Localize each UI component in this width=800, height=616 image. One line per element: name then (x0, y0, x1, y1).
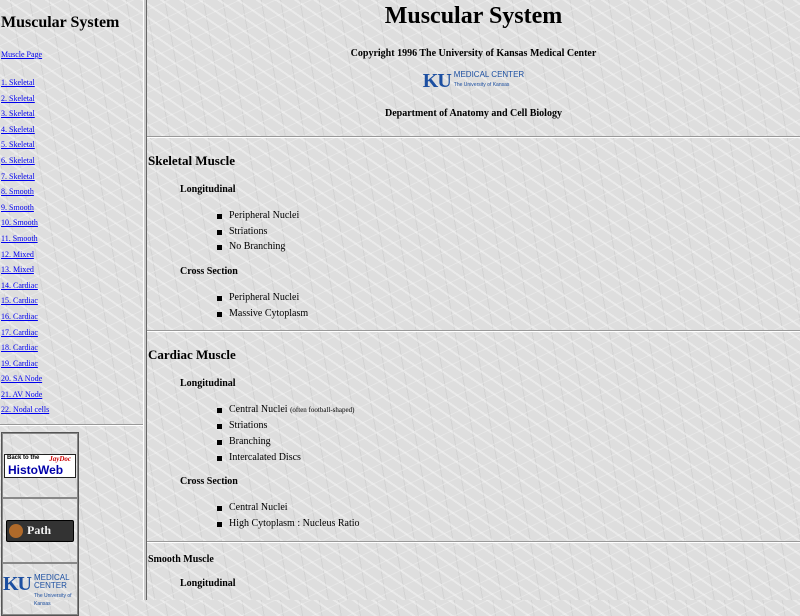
list-item: Branching (229, 434, 800, 450)
histoweb-button-label: HistoWeb (8, 462, 64, 477)
list-item (0, 215, 143, 231)
content-frame (147, 0, 800, 600)
nav-button-cell (2, 433, 78, 498)
cardiac-longitudinal-list (229, 402, 800, 465)
cardiac-cross-list (229, 500, 800, 531)
skeletal-longitudinal-heading: Longitudinal (180, 184, 236, 195)
nav-button-cell (2, 498, 78, 563)
skeletal-longitudinal-list (229, 208, 800, 255)
list-item (0, 278, 143, 294)
list-item (0, 91, 143, 107)
list-item: Striations (229, 224, 800, 240)
ku-logo-small-text: The University of Kansas (453, 82, 510, 88)
slide-link[interactable]: 1. Skeletal (1, 78, 35, 87)
list-item (0, 309, 143, 325)
list-item (0, 293, 143, 309)
path-circle-icon (9, 524, 23, 538)
list-item (0, 106, 143, 122)
slide-link-list (0, 75, 143, 418)
list-item (0, 371, 143, 387)
skeletal-section-title: Skeletal Muscle (148, 153, 236, 168)
skeletal-cross-heading: Cross Section (180, 266, 238, 278)
list-item: No Branching (229, 239, 800, 255)
ku-logo-mark: KU (3, 573, 31, 596)
ku-logo-small-text: The University of Kansas (34, 593, 72, 608)
path-button[interactable] (6, 520, 74, 542)
ku-medical-center-button[interactable] (3, 574, 77, 608)
left-nav-frame (0, 0, 143, 608)
slide-link[interactable]: 18. Cardiac (1, 343, 38, 353)
list-item-text: Central Nuclei (229, 404, 288, 416)
skeletal-cross-list (229, 290, 800, 321)
list-item (0, 137, 143, 153)
slide-link[interactable]: 6. Skeletal (1, 155, 35, 165)
cardiac-section-title: Cardiac Muscle (148, 347, 236, 363)
ku-logo (423, 71, 524, 91)
path-button-label: Path (27, 523, 51, 538)
histoweb-button-top-text: Back to the (7, 454, 40, 461)
list-item (0, 340, 143, 356)
slide-link[interactable]: 4. Skeletal (1, 124, 35, 134)
slide-link[interactable]: 15. Cardiac (1, 296, 38, 306)
slide-link[interactable]: 3. Skeletal (1, 109, 35, 119)
page-title: Muscular System (384, 3, 563, 29)
cardiac-longitudinal-heading: Longitudinal (180, 378, 236, 390)
list-item (0, 402, 143, 418)
ku-logo-banner (147, 71, 800, 91)
slide-link[interactable]: 9. Smooth (1, 202, 34, 212)
list-item: Peripheral Nuclei (229, 208, 800, 224)
slide-link[interactable]: 14. Cardiac (1, 280, 38, 290)
section-divider (147, 136, 800, 138)
list-item (0, 356, 143, 372)
slide-link[interactable]: 22. Nodal cells (1, 405, 50, 415)
list-item (0, 247, 143, 263)
list-item (0, 184, 143, 200)
slide-link[interactable]: 16. Cardiac (1, 311, 38, 321)
ku-logo-text (34, 574, 77, 608)
list-item (0, 200, 143, 216)
sidebar-title: Muscular System (1, 14, 120, 31)
muscle-page-link[interactable]: Muscle Page (1, 50, 43, 59)
list-item: Peripheral Nuclei (229, 290, 800, 306)
slide-link[interactable]: 5. Skeletal (1, 140, 35, 150)
list-item (0, 387, 143, 403)
slide-link[interactable]: 20. SA Node (1, 374, 43, 384)
list-item (0, 325, 143, 341)
smooth-longitudinal-heading: Longitudinal (180, 577, 236, 589)
slide-link[interactable]: 21. AV Node (1, 389, 43, 399)
slide-link[interactable]: 7. Skeletal (1, 171, 35, 181)
department-text: Department of Anatomy and Cell Biology (385, 108, 562, 119)
section-divider (147, 330, 800, 332)
list-item: Central Nuclei (229, 500, 800, 516)
list-item: Massive Cytoplasm (229, 306, 800, 322)
ku-logo-mark: KU (422, 70, 451, 92)
slide-link[interactable]: 11. Smooth (1, 233, 38, 243)
slide-link[interactable]: 2. Skeletal (1, 93, 35, 103)
ku-logo-subtitle: MEDICAL CENTER (34, 573, 70, 591)
histoweb-button[interactable] (4, 454, 76, 478)
list-item: High Cytoplasm : Nucleus Ratio (229, 516, 800, 532)
list-item-note: (often football-shaped) (290, 406, 355, 415)
nav-button-cell (2, 563, 78, 615)
nav-button-table (1, 432, 79, 616)
slide-link[interactable]: 8. Smooth (1, 187, 34, 197)
ku-logo-subtitle: MEDICAL CENTER (453, 70, 525, 79)
copyright-text: Copyright 1996 The University of Kansas Medical Center (350, 48, 597, 59)
list-item (229, 402, 800, 418)
sidebar-divider (0, 424, 143, 426)
list-item (0, 169, 143, 185)
list-item (0, 262, 143, 278)
section-divider (147, 541, 800, 543)
list-item (0, 75, 143, 91)
list-item (0, 122, 143, 138)
list-item (0, 153, 143, 169)
slide-link[interactable]: 17. Cardiac (1, 327, 38, 337)
cardiac-cross-heading: Cross Section (180, 476, 238, 488)
list-item: Striations (229, 418, 800, 434)
histoweb-button-accent-text: JayDoc (49, 454, 71, 463)
slide-link[interactable]: 13. Mixed (1, 265, 34, 275)
list-item (0, 231, 143, 247)
slide-link[interactable]: 10. Smooth (1, 218, 38, 228)
smooth-section-title: Smooth Muscle (148, 553, 214, 565)
ku-logo-text (454, 71, 524, 89)
slide-link[interactable]: 12. Mixed (1, 249, 34, 259)
slide-link[interactable]: 19. Cardiac (1, 358, 38, 368)
list-item: Intercalated Discs (229, 450, 800, 466)
